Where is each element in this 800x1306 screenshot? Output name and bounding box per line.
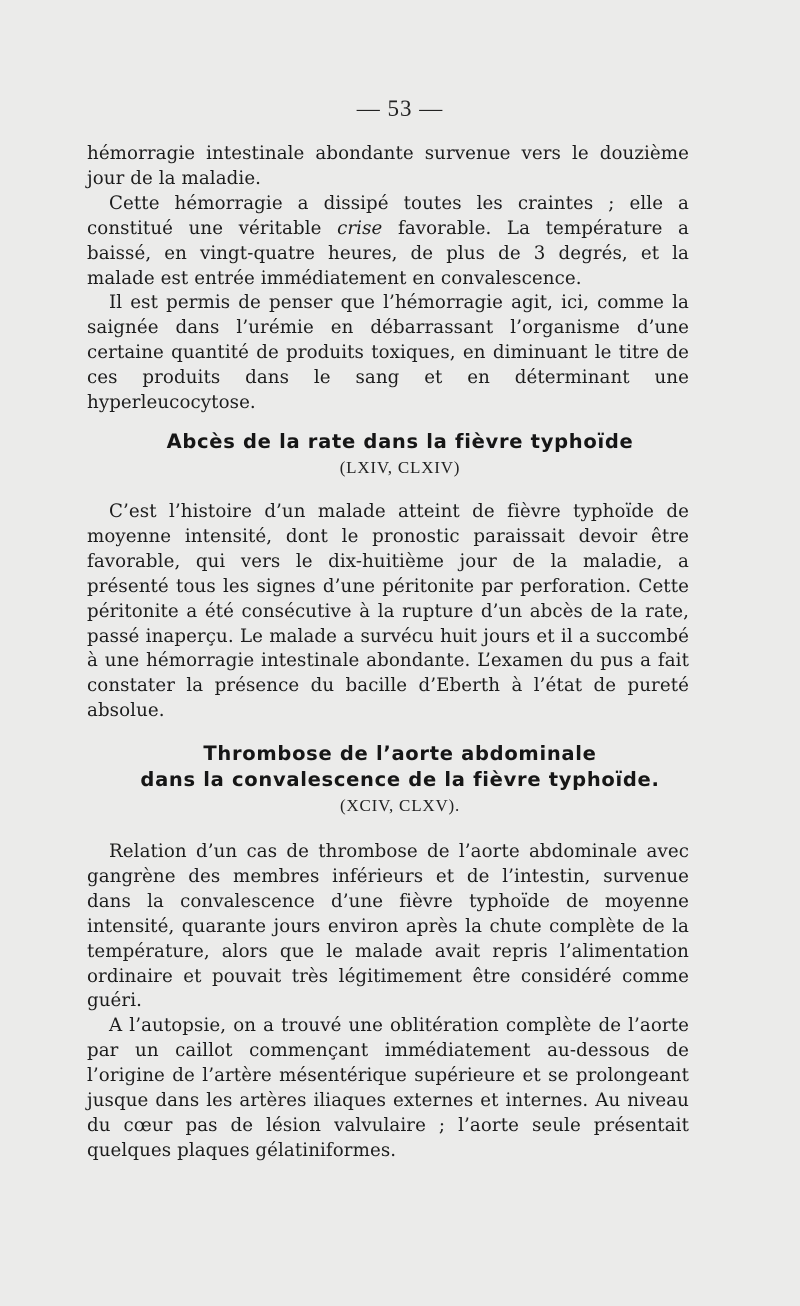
intro-paragraph-1: hémorragie intestinale abondante survenue vers le douzième jour de la maladie.: [87, 143, 689, 189]
page-number: — 53 —: [356, 96, 444, 121]
intro-text: [87, 142, 689, 416]
section-2-title-line-2: dans la convalescence de la fièvre typhoïde.: [140, 768, 660, 791]
intro-paragraph-2-start: Cette hémorragie a dissipé toutes les craintes ; elle a constitué une véritable: [87, 192, 689, 239]
section-1-paragraph-1: C’est l’histoire d’un malade atteint de fièvre typhoïde de moyenne intensité, dont le pronostic paraissait devoir être favorable, qui vers le dix-huitième jour de la maladie, a présenté tous les signes d’une péritonite par perforation. Cette péritonite a été consécutive à la rupture d’un abcès de la rate, passé inaperçu. Le malade a survécu huit jours et il a succombé à une hémorragie intestinale abondante. L’examen du pus a fait constater la présence du bacille d’Eberth à l’état de pureté absolue.: [87, 501, 689, 722]
section-1-text: [87, 500, 689, 724]
section-2-references: (XCIV, CLXV).: [339, 796, 461, 815]
intro-paragraph-2-end: favorable. La température a baissé, en vingt-quatre heures, de plus de 3 degrés, et la malade est entrée immédiatement en convalescence.: [87, 217, 690, 289]
intro-paragraph-3: Il est permis de penser que l’hémorragie agit, ici, comme la saignée dans l’urémie en débarrassant l’organisme d’une certaine quantité de produits toxiques, en diminuant le titre de ces produits dans le sang et en déterminant une hyperleucocytose.: [87, 292, 689, 414]
emphasis-crise: crise: [337, 217, 383, 239]
section-1-references: (LXIV, CLXIV): [339, 458, 461, 477]
section-2-title-line-1: Thrombose de l’aorte abdominale: [203, 742, 597, 765]
intro-paragraph-2: [87, 192, 689, 292]
section-2-paragraph-2: A l’autopsie, on a trouvé une oblitération complète de l’aorte par un caillot commençant immédiatement au-dessous de l’origine de l’artère mésentérique supérieure et se prolongeant jusque dans les artères iliaques externes et internes. Au niveau du cœur pas de lésion valvulaire ; l’aorte seule présentait quelques plaques gélatiniformes.: [87, 1015, 689, 1161]
section-1-title: Abcès de la rate dans la fièvre typhoïde: [166, 430, 634, 453]
section-2-paragraph-1: Relation d’un cas de thrombose de l’aorte abdominale avec gangrène des membres inférieurs et de l’intestin, survenue dans la convalescence d’une fièvre typhoïde de moyenne intensité, quarante jours environ après la chute complète de la température, alors que le malade avait repris l’alimentation ordinaire et pouvait très légitimement être considéré comme guéri.: [87, 841, 689, 1012]
section-2-text: [87, 840, 689, 1164]
